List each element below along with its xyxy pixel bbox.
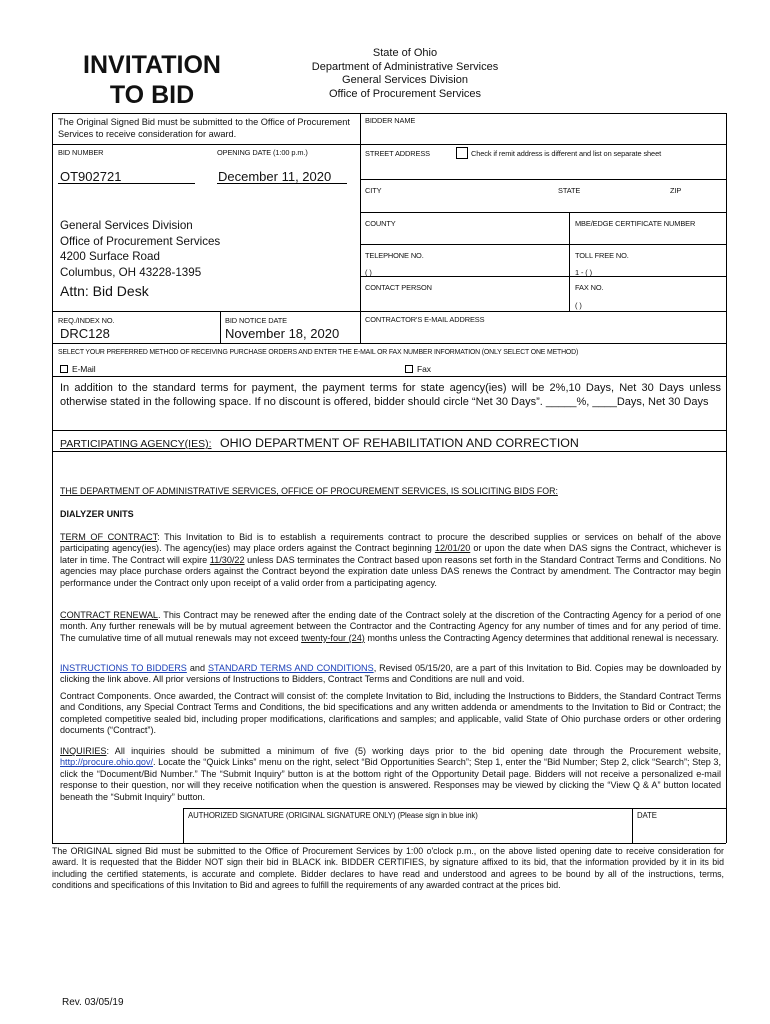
street-address-input[interactable]	[364, 160, 726, 179]
city-label: CITY	[365, 186, 382, 195]
fax-option[interactable]	[405, 364, 431, 374]
document-title	[52, 50, 252, 110]
inquiries-paragraph	[60, 746, 721, 803]
rule	[360, 244, 726, 245]
rule	[726, 113, 727, 843]
opening-date: December 11, 2020	[218, 169, 332, 184]
telephone-placeholder[interactable]: ( )	[365, 268, 372, 277]
date-label: DATE	[637, 811, 657, 820]
rule	[52, 311, 726, 312]
inquiries-text: . Locate the “Quick Links” menu on the right, select “Bid Opportunities Search”; Step 1, enter the “Bid Number; Step 2, click “Search”; Step 3, click the “Document/Bid Number.” The “Submit Inquiry” button is at the bottom right of the Opportunity Detail page. Bidders will not receive a personalized e-mail response to their question, nor will they receive notification when the question is answered. Responses may be viewed by clicking the “View Q & A” button located beneath the “Submit Inquiry” button.	[60, 757, 721, 802]
procurement-website-link[interactable]: http://procure.ohio.gov/	[60, 757, 154, 768]
rule	[360, 113, 726, 114]
address-line: 4200 Surface Road	[60, 250, 160, 263]
address-line: Columbus, OH 43228-1395	[60, 265, 202, 279]
remit-address-checkbox[interactable]	[456, 147, 468, 159]
instructions-paragraph	[60, 663, 721, 686]
contractor-email-label: CONTRACTOR'S E-MAIL ADDRESS	[365, 315, 485, 324]
underline	[217, 183, 347, 184]
county-label: COUNTY	[365, 219, 396, 228]
rule	[183, 808, 184, 843]
rule	[52, 376, 726, 377]
contact-person-label: CONTACT PERSON	[365, 283, 432, 292]
instructions-text: , Revised 05/15/20, are a part of this Invitation to Bid. Copies may be downloaded by clicking the link above. All prior versions of Instructions to Bidders, Contract Terms and Conditions are null and void.	[60, 663, 722, 685]
renewal-heading: CONTRACT RENEWAL	[60, 610, 158, 620]
instructions-and: and	[186, 663, 208, 673]
term-text: unless DAS terminates the Contract based upon reasons set forth in the Standard Contract Terms and Conditions. No agencies may place purchase orders against the Contract beyond the expiration date unless DAS renews the Contract by amendment. The Contractor may begin performance under the Contract only upon receipt of a valid order from a participating agency.	[60, 554, 721, 588]
agency-heading	[290, 47, 520, 101]
rule	[632, 808, 633, 843]
address-line: Office of Procurement Services	[60, 234, 221, 248]
mbe-edge-label: MBE/EDGE CERTIFICATE NUMBER	[575, 219, 696, 228]
item-title: DIALYZER UNITS	[60, 509, 134, 519]
contract-components: Contract Components. Once awarded, the Contract will consist of: the complete Invitation to Bid, including the Instructions to Bidders, the Standard Contract Terms and Conditions, any Special Contract Terms and Conditions, the bid specifications and any written addenda or amendments to the Invitation to Bid or Contract; the completed competitive sealed bid, including proper modifications, clarifications and samples; and applicable, valid State of Ohio purchase orders or other ordering documents (“Contract”).	[60, 691, 721, 736]
term-text: or upon the date when DAS signs the Contract, whichever is later in time. The Contract will expire	[60, 543, 721, 565]
rule	[52, 113, 360, 114]
bid-number: OT902721	[60, 169, 122, 184]
req-index-label: REQ./INDEX NO.	[58, 316, 115, 325]
term-end-date: 11/30/22	[209, 554, 245, 565]
underline	[58, 183, 195, 184]
address-line: General Services Division	[60, 219, 193, 232]
rule	[360, 276, 726, 277]
street-address-label: STREET ADDRESS	[365, 149, 430, 158]
bid-number-label: BID NUMBER	[58, 148, 104, 157]
tollfree-label: TOLL FREE NO.	[575, 251, 629, 260]
fax-placeholder[interactable]: ( )	[575, 301, 582, 310]
email-option[interactable]	[60, 364, 96, 374]
state-line: State of Ohio	[372, 47, 438, 59]
signature-field[interactable]	[186, 822, 628, 841]
tollfree-placeholder[interactable]: 1 - ( )	[575, 268, 592, 277]
fax-option-label: Fax	[417, 364, 431, 374]
attn-bid-desk: Attn: Bid Desk	[60, 283, 149, 299]
renewal-text: months unless the Contracting Agency determines that additional renewal is necessary.	[364, 632, 719, 643]
participating-agency	[60, 434, 579, 452]
term-of-contract	[60, 532, 721, 589]
bid-notice-date-label: BID NOTICE DATE	[225, 316, 288, 325]
email-option-checkbox[interactable]	[60, 365, 68, 373]
req-index-value: DRC128	[60, 326, 110, 341]
state-line: Office of Procurement Services	[328, 87, 482, 100]
fax-option-checkbox[interactable]	[405, 365, 413, 373]
state-line: Department of Administrative Services	[311, 60, 499, 73]
bidder-name-input[interactable]	[364, 126, 726, 144]
rule	[52, 113, 53, 843]
fax-label: FAX NO.	[575, 283, 604, 292]
mailing-address	[60, 218, 220, 280]
contract-renewal	[60, 610, 721, 644]
zip-label: ZIP	[670, 186, 682, 195]
participating-agency-value: OHIO DEPARTMENT OF REHABILITATION AND CORRECTION	[219, 436, 579, 450]
opening-date-label: OPENING DATE (1:00 p.m.)	[217, 148, 308, 157]
state-line: General Services Division	[342, 74, 468, 86]
authorized-signature-label: AUTHORIZED SIGNATURE (ORIGINAL SIGNATURE ONLY) (Please sign in blue ink)	[188, 811, 478, 820]
rule	[360, 113, 361, 343]
rule	[183, 808, 726, 809]
certification-footer: The ORIGINAL signed Bid must be submitted to the Office of Procurement Services by 1:00 o'clock p.m., on the above listed opening date to receive consideration for award. It is requested that the Bidder NOT sign their bid in BLACK ink. BIDDER CERTIFIES, by signature affixed to its bid, that the information provided by it in its bid including the certified statements, is accurate and complete. Bidder declares to have read and understood and agrees to be bound by all of the instructions, terms, conditions and specifications of this Invitation to Bid and agrees to fulfill the requirements of any awarded contract at the prices bid.	[52, 846, 724, 891]
payment-terms: In addition to the standard terms for payment, the payment terms for state agency(ies) will be 2%,10 Days, Net 30 Days unless otherwise stated in the following space. If no discount is offered, bidder should circle “Net 30 Days”. _____%, ____Days, Net 30 Days	[60, 382, 721, 408]
rule	[360, 212, 726, 213]
title-line-1: INVITATION	[83, 51, 221, 79]
standard-terms-link[interactable]: STANDARD TERMS AND CONDITIONS	[207, 663, 374, 673]
instructions-to-bidders-link[interactable]: INSTRUCTIONS TO BIDDERS	[60, 663, 187, 673]
state-label: STATE	[558, 186, 581, 195]
soliciting-heading: THE DEPARTMENT OF ADMINISTRATIVE SERVICES, OFFICE OF PROCUREMENT SERVICES, IS SOLICITING BIDS FOR:	[60, 486, 558, 496]
rule	[52, 343, 726, 344]
rule	[569, 212, 570, 311]
original-bid-notice: The Original Signed Bid must be submitted to the Office of Procurement Services to receive consideration for award.	[58, 117, 350, 139]
rule	[52, 843, 726, 844]
rule	[360, 144, 726, 145]
rule	[360, 179, 726, 180]
renewal-text: . This Contract may be renewed after the ending date of the Contract solely at the discretion of the Contracting Agency for a period of one month. Any further renewals will be by mutual agreement between the Contractor and the Contracting Agency for any number of times and for any period of time. The cumulative time of all mutual renewals may not exceed	[60, 610, 721, 643]
rule	[52, 144, 360, 145]
rule	[220, 311, 221, 343]
term-text: : This Invitation to Bid is to establish a requirements contract to procure the described supplies or services on behalf of the above participating agency(ies). The agency(ies) may place orders against the Contract beginning	[60, 532, 722, 554]
inquiries-text: : All inquiries should be submitted a minimum of five (5) working days prior to the bid opening date through the Procurement website,	[106, 746, 721, 756]
term-heading: TERM OF CONTRACT	[60, 532, 158, 542]
telephone-label: TELEPHONE NO.	[365, 251, 424, 260]
term-start-date: 12/01/20	[434, 543, 471, 554]
rule	[52, 430, 726, 431]
receive-method-label: SELECT YOUR PREFERRED METHOD OF RECEIVING PURCHASE ORDERS AND ENTER THE E-MAIL OR FAX NUMBER INFORMATION (ONLY SELECT ONE METHOD)	[58, 349, 579, 356]
email-option-label: E-Mail	[72, 364, 96, 374]
bid-notice-date: November 18, 2020	[225, 326, 340, 341]
bidder-name-label: BIDDER NAME	[365, 116, 416, 125]
revision-number: Rev. 03/05/19	[62, 997, 124, 1008]
participating-agency-label: PARTICIPATING AGENCY(IES):	[60, 438, 212, 450]
remit-address-check-label: Check if remit address is different and list on separate sheet	[471, 149, 662, 158]
date-field[interactable]	[636, 822, 722, 841]
title-line-2: TO BID	[109, 81, 195, 109]
inquiries-heading: INQUIRIES	[60, 746, 107, 756]
renewal-months: twenty-four (24)	[301, 632, 365, 643]
